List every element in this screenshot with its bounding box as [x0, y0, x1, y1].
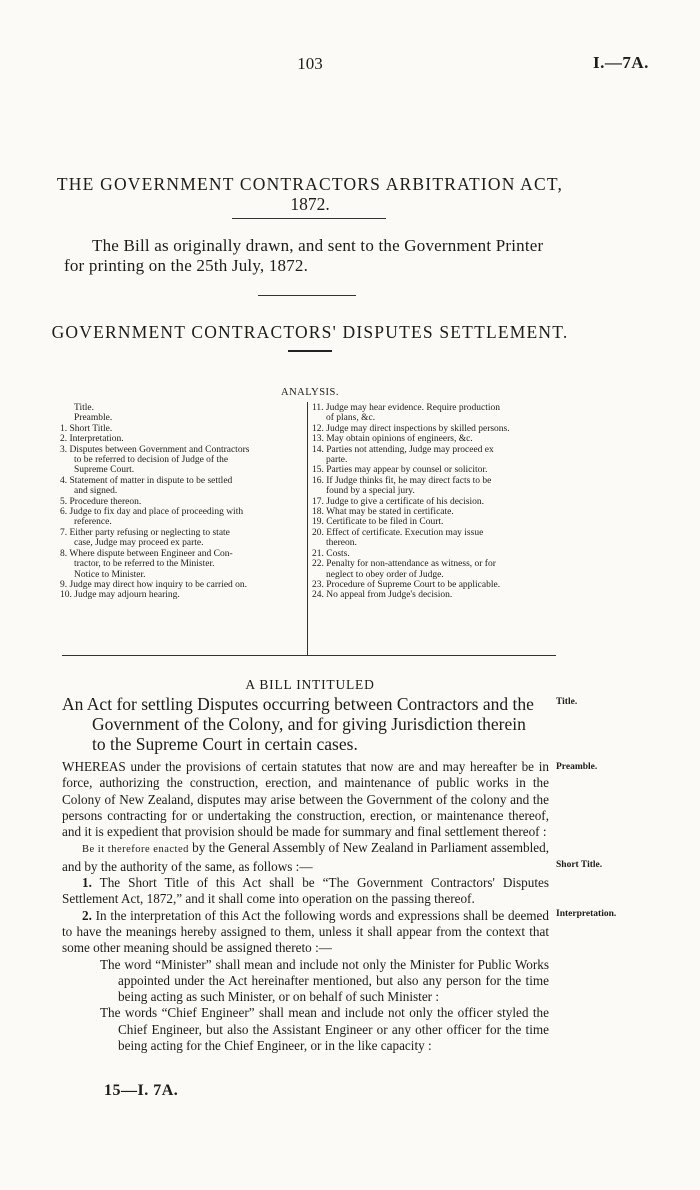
- analysis-entry: 13. May obtain opinions of engineers, &c.: [312, 434, 473, 445]
- analysis-entry: 11. Judge may hear evidence. Require production: [312, 403, 501, 413]
- analysis-entry: Notice to Minister.: [74, 569, 146, 580]
- act-long-title-line3: to the Supreme Court in certain cases.: [92, 734, 358, 754]
- marginal-note-title: Title.: [556, 697, 578, 707]
- marginal-note-short-title: Short Title.: [556, 860, 603, 870]
- analysis-entry: parte.: [326, 455, 348, 466]
- act-title-line1: THE GOVERNMENT CONTRACTORS ARBITRATION ACT,: [56, 174, 564, 194]
- enacting-clause: [62, 840, 549, 875]
- column-divider: [307, 402, 308, 656]
- analysis-entry: Title.: [74, 403, 94, 413]
- analysis-entry: case, Judge may proceed ex parte.: [74, 538, 204, 549]
- marginal-note-preamble: Preamble.: [556, 762, 598, 772]
- analysis-entry: 7. Either party refusing or neglecting to state: [60, 527, 230, 538]
- divider: [232, 218, 386, 219]
- printer-signature: 15—I. 7A.: [104, 1082, 179, 1099]
- analysis-entry: 14. Parties not attending, Judge may proceed ex: [312, 444, 494, 455]
- act-long-title-line2: Government of the Colony, and for giving Jurisdiction therein: [92, 714, 526, 734]
- definition-minister: The word “Minister” shall mean and include not only the Minister for Public Works appointed under the Act hereinafter mentioned, but also any person for the time being acting as such Minister, or on behalf of such Minister :: [100, 956, 549, 1005]
- analysis-entry: 17. Judge to give a certificate of his decision.: [312, 496, 485, 507]
- analysis-entry: 23. Procedure of Supreme Court to be applicable.: [312, 579, 501, 590]
- section-2: [62, 908, 549, 957]
- analysis-right-column: [312, 403, 558, 601]
- analysis-entry: 22. Penalty for non-attendance as witness, or for: [312, 559, 496, 570]
- analysis-heading: ANALYSIS.: [281, 387, 339, 398]
- bill-body: [62, 759, 549, 1054]
- analysis-entry: neglect to obey order of Judge.: [326, 569, 444, 580]
- analysis-entry: reference.: [74, 517, 112, 528]
- definition-chief-engineer: The words “Chief Engineer” shall mean and include not only the officer styled the Chief Engineer, but also the Assistant Engineer or any other officer for the time being acting for the Chief Engineer, or in the like capacity :: [100, 1005, 549, 1054]
- analysis-left-column: [60, 403, 302, 601]
- divider: [62, 655, 556, 656]
- analysis-entry: 2. Interpretation.: [60, 434, 124, 445]
- enacting-caps: Be it therefore enacted: [82, 844, 189, 856]
- bill-note-line1: The Bill as originally drawn, and sent to the Government Printer: [92, 236, 544, 255]
- section-text: In the interpretation of this Act the following words and expressions shall be deemed to have the meanings hereby assigned to them, unless it shall appear from the context that some other meaning should be assigned thereto :—: [62, 907, 549, 956]
- analysis-entry: 12. Judge may direct inspections by skilled persons.: [312, 423, 510, 434]
- act-long-title-line1: An Act for settling Disputes occurring between Contractors and the: [62, 694, 534, 714]
- bill-subtitle: GOVERNMENT CONTRACTORS' DISPUTES SETTLEMENT.: [51, 322, 569, 342]
- section-number: 1.: [82, 875, 92, 891]
- analysis-entry: 19. Certificate to be filed in Court.: [312, 517, 444, 528]
- page-number: 103: [297, 54, 323, 73]
- document-reference: I.—7A.: [593, 53, 649, 72]
- preamble-text: WHEREAS under the provisions of certain statutes that now are and may hereafter be in force, authorizing the construction, erection, and maintenance of public works in the Colony of New Zealand, disputes may arise between the Government of the colony and the persons contracting for or undertaking the construction, erection, or maintenance thereof, and it is expedient that provision should be made for summary and final settlement thereof :: [62, 759, 549, 840]
- analysis-entry: and signed.: [74, 486, 118, 497]
- analysis-entry: 4. Statement of matter in dispute to be settled: [60, 475, 233, 486]
- analysis-entry: 9. Judge may direct how inquiry to be carried on.: [60, 579, 248, 590]
- divider: [258, 295, 356, 296]
- analysis-entry: 20. Effect of certificate. Execution may issue: [312, 527, 484, 538]
- bill-heading: A BILL INTITULED: [245, 677, 375, 692]
- enacting-text: by the General Assembly of New Zealand in Parliament assembled, and by the authority of the same, as follows :—: [62, 840, 549, 874]
- analysis-entry: 8. Where dispute between Engineer and Con-: [60, 548, 233, 559]
- analysis-entry: Preamble.: [74, 413, 113, 424]
- analysis-entry: 21. Costs.: [312, 548, 350, 559]
- analysis-entry: 5. Procedure thereon.: [60, 496, 142, 507]
- analysis-entry: 6. Judge to fix day and place of proceeding with: [60, 507, 244, 518]
- analysis-entry: 1. Short Title.: [60, 423, 113, 434]
- analysis-entry: of plans, &c.: [326, 413, 376, 424]
- marginal-note-interpretation: Interpretation.: [556, 909, 617, 919]
- analysis-entry: 3. Disputes between Government and Contractors: [60, 444, 250, 455]
- section-text: The Short Title of this Act shall be “The Government Contractors' Disputes Settlement Act, 1872,” and it shall come into operation on the passing thereof.: [62, 875, 549, 907]
- section-number: 2.: [82, 907, 92, 923]
- bill-note-line2: for printing on the 25th July, 1872.: [64, 256, 309, 275]
- section-1: [62, 875, 549, 908]
- act-long-title: [62, 694, 548, 754]
- divider: [288, 350, 332, 352]
- analysis-entry: thereon.: [326, 538, 357, 549]
- analysis-entry: 10. Judge may adjourn hearing.: [60, 590, 180, 601]
- analysis-entry: found by a special jury.: [326, 486, 415, 497]
- analysis-entry: tractor, to be referred to the Minister.: [74, 559, 215, 570]
- analysis-entry: 24. No appeal from Judge's decision.: [312, 590, 453, 601]
- act-title-year: 1872.: [290, 194, 330, 214]
- analysis-entry: 16. If Judge thinks fit, he may direct facts to be: [312, 475, 492, 486]
- analysis-entry: 18. What may be stated in certificate.: [312, 507, 454, 518]
- analysis-entry: to be referred to decision of Judge of the: [74, 455, 229, 466]
- analysis-entry: 15. Parties may appear by counsel or solicitor.: [312, 465, 488, 476]
- analysis-entry: Supreme Court.: [74, 465, 135, 476]
